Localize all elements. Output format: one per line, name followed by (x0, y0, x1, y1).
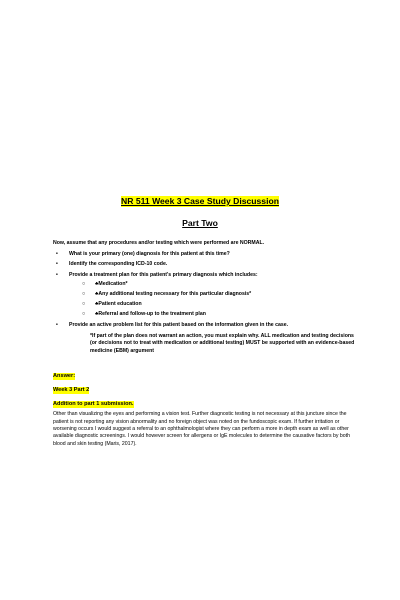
circle-bullet-icon: ○ (82, 301, 86, 308)
answer-paragraph: Other than visualizing the eyes and performing a vision test. Further diagnostic testing is not necessary at this juncture since the patient is not reporting any vision abnormality and no foreign object was noted on the fundoscopic exam. If further irritation or worsening occurs I would suggest a referral to an ophthalmologist where they can perform a more in depth exam as well as other available diagnostic screenings. I would however screen for allergens or IgE molecules to determine the causative factors by both blood and skin testing (Maris, 2017). (53, 411, 350, 447)
list-item (53, 272, 355, 319)
bullet-icon: • (56, 321, 58, 328)
sub-list-item (69, 301, 355, 308)
title-block (0, 191, 400, 231)
sub-list-item-text: ♣Any additional testing necessary for this particular diagnosis* (95, 290, 252, 297)
answer-heading: Answer: (53, 373, 76, 379)
intro-text: Now, assume that any procedures and/or testing which were performed are NORMAL. (53, 240, 265, 246)
sub-list-item-text: ♣Medication* (95, 280, 128, 287)
sub-list-item-text: ♣Patient education (95, 301, 142, 308)
list-item (53, 251, 355, 258)
circle-bullet-icon: ○ (82, 280, 86, 287)
bullet-icon: • (56, 261, 58, 268)
sub-list-item (69, 291, 355, 298)
list-item-text: What is your primary (one) diagnosis for this patient at this time? (69, 251, 230, 257)
document-title: NR 511 Week 3 Case Study Discussion (121, 196, 279, 206)
addition-heading: Addition to part 1 submission. (53, 401, 134, 407)
list-item (53, 322, 355, 329)
question-list (53, 251, 355, 329)
bullet-icon: • (56, 271, 58, 278)
list-item-text: Provide a treatment plan for this patient's primary diagnosis which includes: (69, 271, 258, 278)
week-heading: Week 3 Part 2 (53, 387, 90, 393)
instructions-section (53, 240, 355, 355)
circle-bullet-icon: ○ (82, 290, 86, 297)
sub-list-item (69, 311, 355, 318)
list-item-text: Identify the corresponding ICD-10 code. (69, 261, 168, 268)
part-title: Part Two (182, 218, 218, 228)
addition-heading-wrap (53, 392, 134, 410)
sub-list-item (69, 281, 355, 288)
list-item-text: Provide an active problem list for this patient based on the information given in the case. (69, 321, 289, 328)
list-item (53, 261, 355, 268)
circle-bullet-icon: ○ (82, 311, 86, 318)
bullet-icon: • (56, 251, 58, 257)
sub-list-item-text: ♣Referral and follow-up to the treatment plan (95, 311, 206, 318)
treatment-plan-sublist (69, 281, 355, 319)
plan-note: *If part of the plan does not warrant an action, you must explain why. ALL medication and testing decisions (or decisions not to treat with medication or additional testing) MUST be supported with an evidence-based medicine (EBM) argument (90, 332, 355, 354)
